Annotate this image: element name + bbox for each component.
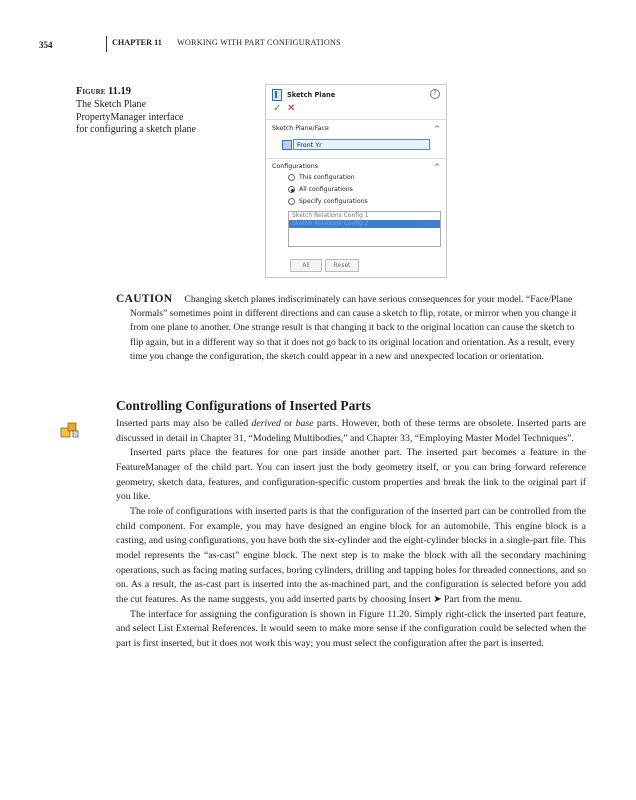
cancel-x-icon[interactable]: ✕ <box>287 103 296 114</box>
radio-specify-configurations[interactable] <box>288 198 368 205</box>
emphasis-derived: derived <box>251 418 281 429</box>
radio-button-selected[interactable] <box>288 186 295 193</box>
running-header <box>39 36 341 54</box>
section-heading: Controlling Configurations of Inserted Parts <box>116 398 371 413</box>
text-run: Inserted parts may also be called <box>116 418 252 429</box>
sketch-plane-property-manager <box>265 84 447 278</box>
figure-label: Figure 11.19 <box>76 86 132 97</box>
configurations-list[interactable] <box>288 211 441 247</box>
radio-label: This configuration <box>299 174 355 181</box>
sketch-plane-face-field[interactable]: Front Yr <box>293 139 430 150</box>
chapter-label: CHAPTER 11 <box>112 38 162 47</box>
text-run: or <box>280 418 296 429</box>
radio-label: Specify configurations <box>299 198 368 205</box>
list-item-selected[interactable]: Sketch Relations Config 2 <box>289 220 440 228</box>
page-number: 354 <box>39 40 53 50</box>
radio-label: All configurations <box>299 186 353 193</box>
help-icon[interactable]: ? <box>430 89 440 99</box>
ok-checkmark-icon[interactable]: ✓ <box>273 103 282 114</box>
paragraph: The role of configurations with inserted parts is that the configuration of the inserted part can be controlled from the child component. For example, you may have designed an engine block for an automobile. This engine block is a casting, and using configurations, you have both the six-cylinder and the eight-cylinder blocks in a single-part file. This model represents the “as-cast” engine block. The next step is to make the block with all the secondary machining operations, such as facing mating surfaces, boring cylinders, drilling and tapping holes for threaded connections, and so on. As a result, the as-cast part is inserted into the as-machined part, and the configuration is selected before you add the cut features. As the name suggests, you add inserted parts by choosing Insert ➤ Part from the menu. <box>116 505 586 605</box>
caution-label: CAUTION <box>116 293 173 305</box>
pm-title-bar <box>272 89 335 101</box>
reset-button[interactable]: Reset <box>325 259 359 272</box>
section-divider <box>266 119 446 120</box>
caution-text: Changing sketch planes indiscriminately can have serious consequences for your model. “Face/Plane Normals” sometimes point in different directions and can cause a sketch to flip, rotate, or mirror when you change it from one plane to another. One strange result is that changing it back to the original location can cause the sketch to flip again, but in a different way so that it does not go back to its original location and orientation. As a result, every time you change the configuration, the sketch could appear in a new and unexpected location or orientation. <box>130 294 577 362</box>
paragraph: Inserted parts place the features for one part inside another part. The inserted part becomes a feature in the FeatureManager of the child part. You can insert just the body geometry itself, or you can bring forward reference geometry, sketch data, features, and configuration-specific custom properties and break the link to the original part if you like. <box>116 447 586 503</box>
collapse-chevron-icon[interactable]: ^ <box>434 125 440 133</box>
list-item[interactable]: Sketch Relations Config 1 <box>292 212 369 219</box>
header-divider <box>106 36 107 52</box>
section-title-face: Sketch Plane/Face <box>272 125 329 132</box>
paragraph <box>116 417 586 446</box>
collapse-chevron-icon[interactable]: ^ <box>434 163 440 171</box>
figure-caption <box>76 86 196 137</box>
radio-all-configurations[interactable] <box>288 186 353 193</box>
chapter-title: WORKING WITH PART CONFIGURATIONS <box>177 38 341 47</box>
radio-button[interactable] <box>288 174 295 181</box>
emphasis-base: base <box>295 418 314 429</box>
sketch-plane-icon <box>272 89 282 101</box>
paragraph: The interface for assigning the configuration is shown in Figure 11.20. Simply right-click the inserted part feature, and select List External References. It would seem to make more sense if the configuration could be selected when the part is first inserted, but it does not work this way; you must select the configuration after the part is inserted. <box>116 608 586 649</box>
radio-this-configuration[interactable] <box>288 174 355 181</box>
part-feature-icon <box>60 421 80 439</box>
all-button[interactable]: All <box>290 259 322 272</box>
caution-note <box>116 292 586 364</box>
figure-caption-text: The Sketch Plane PropertyManager interface for configuring a sketch plane <box>76 99 196 136</box>
body-text <box>116 417 586 652</box>
radio-button[interactable] <box>288 198 295 205</box>
pm-title: Sketch Plane <box>287 91 336 99</box>
section-divider <box>266 158 446 159</box>
text-run: parts. However, both of these terms are obsolete. Inserted parts are discussed in detail in Chapter 31, “Modeling Multibodies,” and Chapter 33, “Employing Master Model Techniques”. <box>116 418 587 444</box>
plane-face-icon <box>282 140 292 150</box>
section-title-configurations: Configurations <box>272 163 318 170</box>
